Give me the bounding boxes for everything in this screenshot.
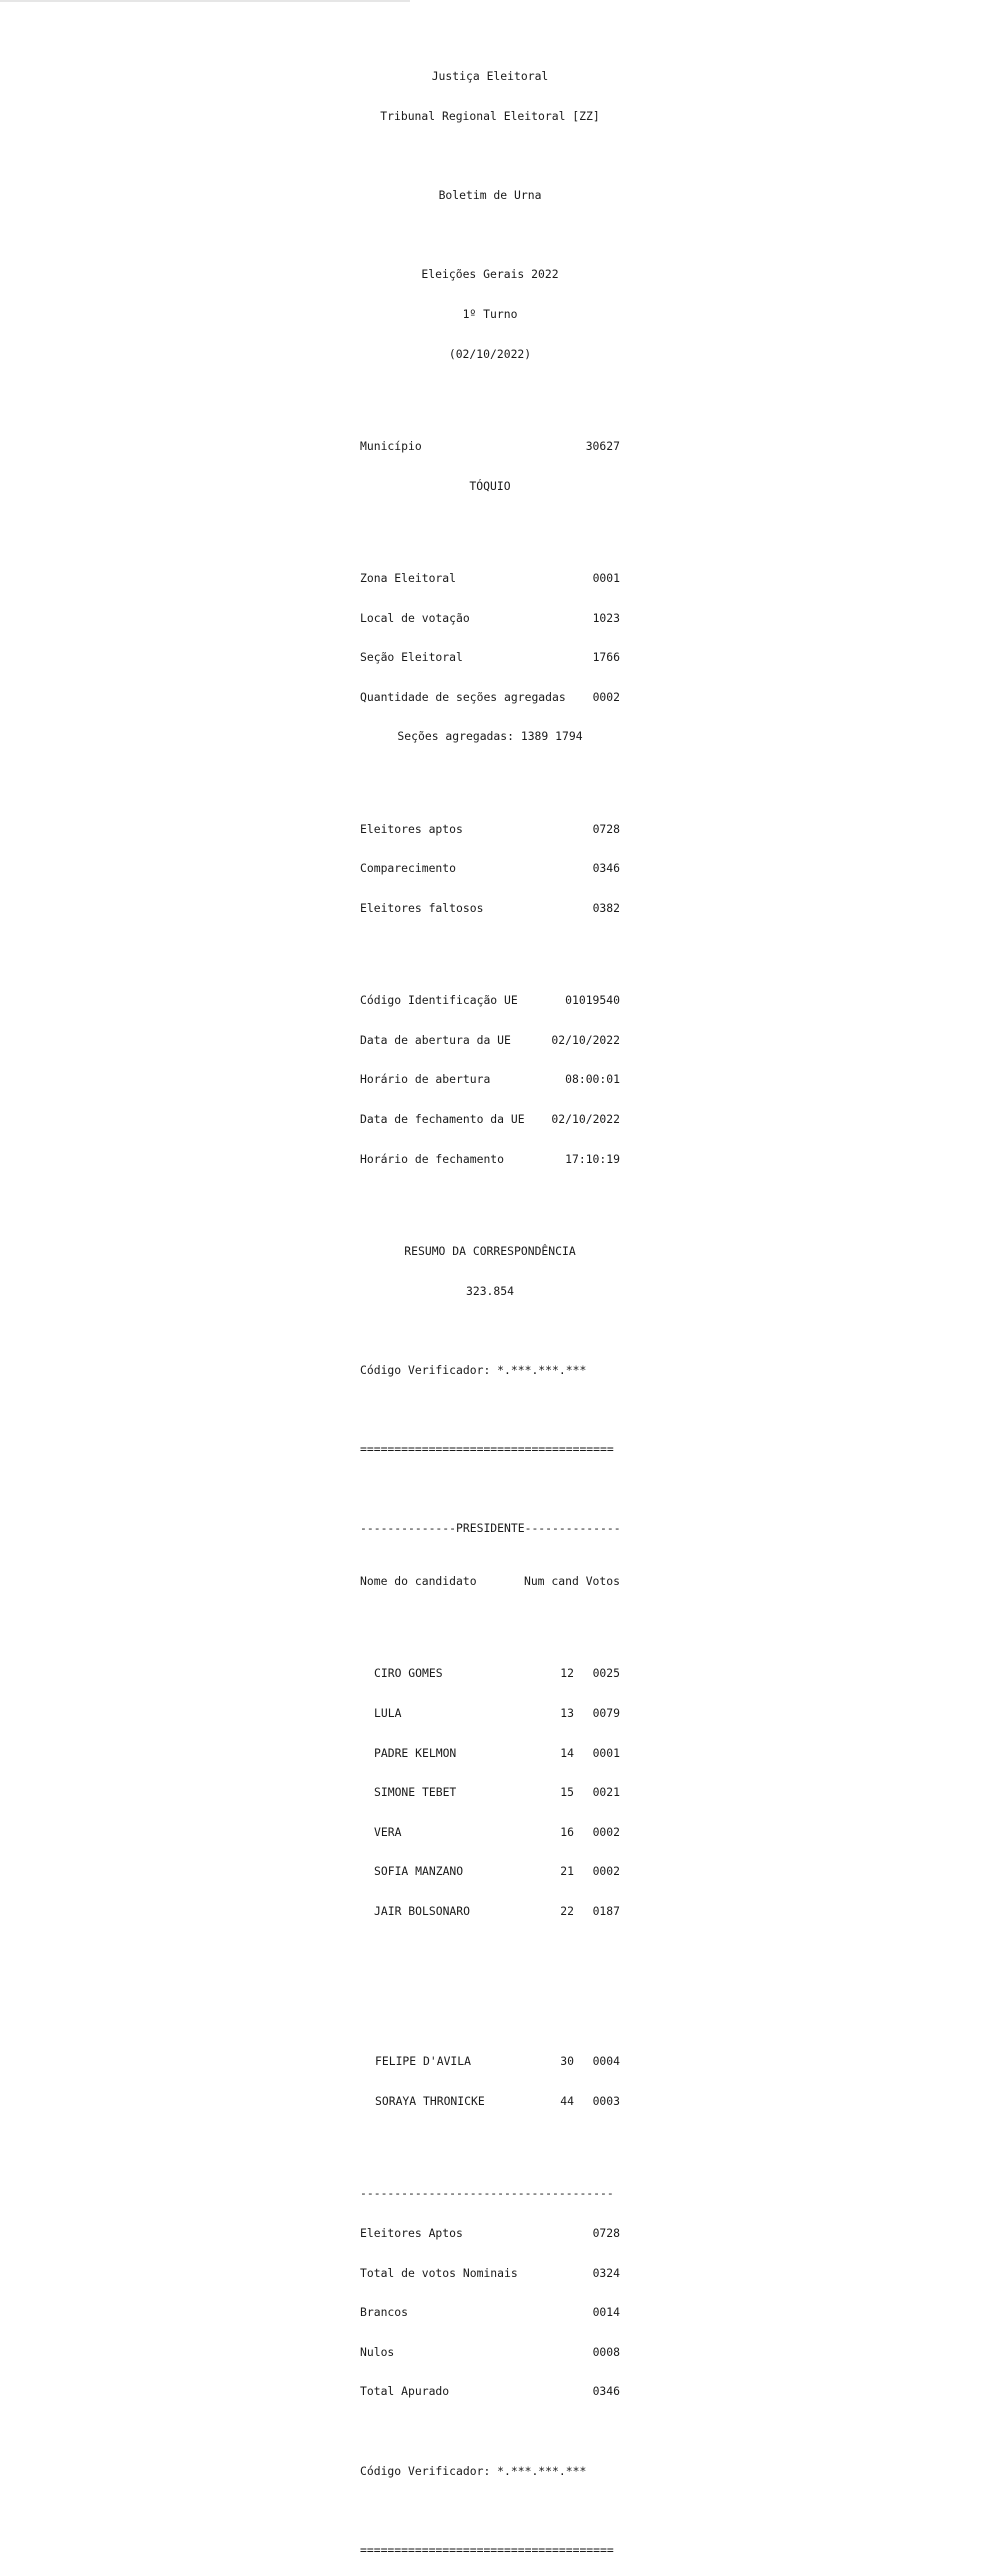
total-row bbox=[360, 2346, 620, 2359]
doc-title: Boletim de Urna bbox=[438, 188, 542, 203]
municipio-code: 30627 bbox=[585, 438, 620, 453]
header-line2: Tribunal Regional Eleitoral [ZZ] bbox=[380, 109, 600, 123]
total-row bbox=[360, 2306, 620, 2319]
total-label: Total Apurado bbox=[360, 2384, 450, 2399]
candidate-name: JAIR BOLSONARO bbox=[374, 1903, 471, 1918]
total-value: 0324 bbox=[592, 2265, 620, 2280]
header-line1: Justiça Eleitoral bbox=[431, 69, 549, 84]
total-row bbox=[360, 2385, 620, 2398]
candidate-row bbox=[360, 1826, 620, 1839]
candidate-name: CIRO GOMES bbox=[374, 1666, 443, 1681]
info-value: 17:10:19 bbox=[565, 1151, 620, 1166]
info-value: 0002 bbox=[592, 689, 620, 704]
candidate-row bbox=[360, 1865, 620, 1878]
election-title: Eleições Gerais 2022 bbox=[421, 267, 559, 282]
info-value: 0346 bbox=[592, 861, 620, 876]
candidate-votes: 0004 bbox=[592, 2054, 620, 2069]
info-row bbox=[360, 572, 620, 585]
resumo-value: 323.854 bbox=[465, 1283, 514, 1298]
total-row bbox=[360, 2227, 620, 2240]
candidate-votes: 0003 bbox=[592, 2093, 620, 2108]
candidate-row bbox=[360, 1707, 620, 1720]
info-label: Seção Eleitoral bbox=[360, 650, 463, 665]
total-label: Nulos bbox=[360, 2344, 395, 2359]
info-row bbox=[360, 612, 620, 625]
total-label: Brancos bbox=[360, 2305, 409, 2320]
candidate-row bbox=[360, 1667, 620, 1680]
total-row bbox=[360, 2267, 620, 2280]
candidate-number: 30 bbox=[560, 2054, 574, 2069]
municipio-name: TÓQUIO bbox=[469, 478, 511, 493]
candidate-name: VERA bbox=[374, 1824, 402, 1839]
info-label: Horário de fechamento bbox=[360, 1151, 505, 1166]
col-name-header: Nome do candidato bbox=[360, 1574, 477, 1588]
info-value: 1766 bbox=[592, 650, 620, 665]
presidente-rule: --------------PRESIDENTE-------------- bbox=[360, 1521, 621, 1536]
candidate-row bbox=[360, 1747, 620, 1760]
col-num-header: Num cand bbox=[523, 1574, 579, 1588]
col-votes-header: Votos bbox=[585, 1574, 620, 1588]
info-label: Quantidade de seções agregadas bbox=[360, 689, 566, 704]
column-headers bbox=[360, 1575, 620, 1588]
candidate-row bbox=[360, 2055, 620, 2068]
total-value: 0008 bbox=[592, 2344, 620, 2359]
info-row bbox=[360, 994, 620, 1007]
info-row bbox=[360, 902, 620, 915]
info-label: Data de abertura da UE bbox=[360, 1032, 511, 1047]
candidate-votes: 0002 bbox=[592, 1824, 620, 1839]
info-label: Comparecimento bbox=[360, 861, 457, 876]
election-round: 1º Turno bbox=[462, 306, 518, 321]
candidate-votes: 0025 bbox=[592, 1666, 620, 1681]
info-row bbox=[360, 1034, 620, 1047]
candidate-row bbox=[360, 2095, 620, 2108]
candidate-name: SOFIA MANZANO bbox=[374, 1864, 464, 1879]
total-label: Eleitores Aptos bbox=[360, 2225, 463, 2240]
candidate-name: PADRE KELMON bbox=[374, 1745, 457, 1760]
total-label: Total de votos Nominais bbox=[360, 2265, 518, 2280]
info-value: 01019540 bbox=[565, 993, 620, 1008]
candidate-votes: 0002 bbox=[592, 1864, 620, 1879]
info-label: Local de votação bbox=[360, 610, 470, 625]
info-row bbox=[360, 1073, 620, 1086]
total-value: 0014 bbox=[592, 2305, 620, 2320]
verificador-code: Código Verificador: *.***.***.*** bbox=[360, 1362, 587, 1377]
info-value: 02/10/2022 bbox=[551, 1112, 620, 1127]
secoes-agregadas: Seções agregadas: 1389 1794 bbox=[397, 729, 583, 744]
candidate-number: 13 bbox=[560, 1705, 574, 1720]
info-row bbox=[360, 823, 620, 836]
info-value: 08:00:01 bbox=[565, 1072, 620, 1087]
election-date: (02/10/2022) bbox=[448, 346, 532, 361]
candidate-name: LULA bbox=[374, 1705, 402, 1720]
info-row bbox=[360, 1153, 620, 1166]
equals-rule: ===================================== bbox=[360, 1442, 614, 1457]
total-value: 0728 bbox=[592, 2225, 620, 2240]
candidate-row bbox=[360, 1905, 620, 1918]
info-label: Horário de abertura bbox=[360, 1072, 491, 1087]
dash-rule: ------------------------------------- bbox=[360, 2186, 614, 2201]
candidate-number: 22 bbox=[560, 1903, 574, 1918]
candidate-name: SIMONE TEBET bbox=[374, 1785, 457, 1800]
info-value: 0728 bbox=[592, 821, 620, 836]
candidate-number: 21 bbox=[560, 1864, 574, 1879]
candidate-row bbox=[360, 1786, 620, 1799]
info-row bbox=[360, 651, 620, 664]
boletim-receipt bbox=[360, 44, 620, 2570]
info-label: Data de fechamento da UE bbox=[360, 1112, 525, 1127]
info-label: Eleitores aptos bbox=[360, 821, 463, 836]
verificador-code: Código Verificador: *.***.***.*** bbox=[360, 2463, 587, 2478]
top-bar bbox=[0, 0, 410, 2]
info-label: Zona Eleitoral bbox=[360, 570, 457, 585]
candidate-votes: 0021 bbox=[592, 1785, 620, 1800]
info-label: Código Identificação UE bbox=[360, 993, 518, 1008]
info-row bbox=[360, 1113, 620, 1126]
info-value: 0001 bbox=[592, 570, 620, 585]
equals-rule: ===================================== bbox=[360, 2542, 614, 2557]
candidate-number: 16 bbox=[560, 1824, 574, 1839]
candidate-votes: 0001 bbox=[592, 1745, 620, 1760]
municipio-row bbox=[360, 440, 620, 453]
candidate-number: 44 bbox=[560, 2093, 574, 2108]
candidate-votes: 0187 bbox=[592, 1903, 620, 1918]
blank-gap bbox=[360, 1958, 620, 2016]
candidate-number: 12 bbox=[560, 1666, 574, 1681]
candidate-number: 15 bbox=[560, 1785, 574, 1800]
candidate-votes: 0079 bbox=[592, 1705, 620, 1720]
info-label: Eleitores faltosos bbox=[360, 900, 484, 915]
municipio-label: Município bbox=[360, 438, 422, 453]
candidate-name: SORAYA THRONICKE bbox=[375, 2093, 485, 2108]
info-row bbox=[360, 691, 620, 704]
resumo-title: RESUMO DA CORRESPONDÊNCIA bbox=[404, 1244, 576, 1259]
candidate-number: 14 bbox=[560, 1745, 574, 1760]
info-row bbox=[360, 862, 620, 875]
info-value: 1023 bbox=[592, 610, 620, 625]
info-value: 0382 bbox=[592, 900, 620, 915]
total-value: 0346 bbox=[592, 2384, 620, 2399]
info-value: 02/10/2022 bbox=[551, 1032, 620, 1047]
candidate-name: FELIPE D'AVILA bbox=[375, 2054, 472, 2069]
